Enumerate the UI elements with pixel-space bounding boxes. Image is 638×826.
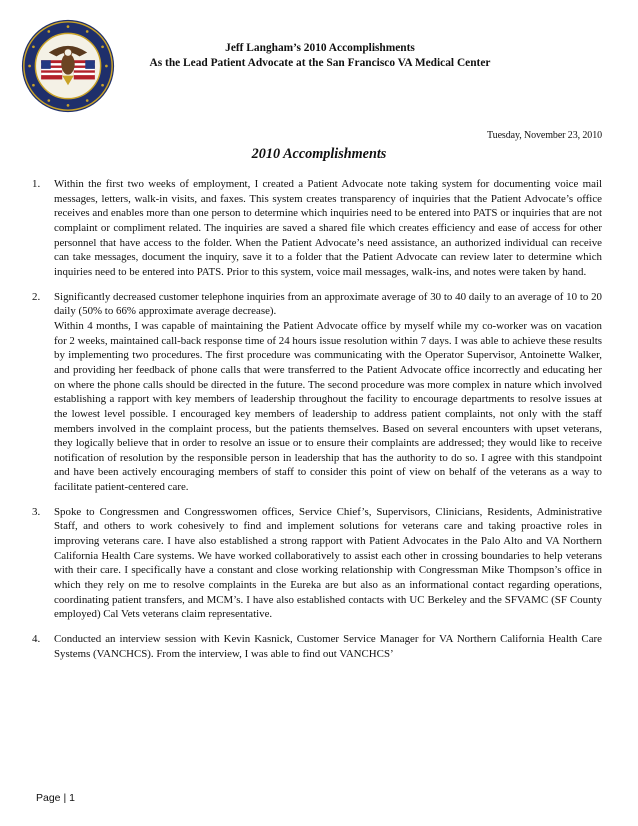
item-number: 3. [32,505,41,518]
item-number: 4. [32,633,41,646]
list-item [32,290,602,495]
document-date: Tuesday, November 23, 2010 [487,130,602,141]
item-paragraph: Within the first two weeks of employment, I created a Patient Advocate note taking system for documenting voice mail messages, letters, walk-in visits, and faxes. This system creates transparency of inquiries that the Patient Advocate’s office receives and enables more than one person to determine which inquiries need to be entered into PATS or inquiries that are not complaint or compliment related. The inquiries are saved a shared file which creates efficiency and ease of access for other personnel that have access to the folder. When the Patient Advocate’s need assistance, an authorized individual can receive can take messages, document the inquiry, save it to a folder that the Patient Advocate can review later to determine which inquiries need to be entered into PATS. Prior to this system, voice mail messages, walk-ins, and notes were taken by hand. [54,178,602,278]
item-paragraph: Within 4 months, I was capable of maintaining the Patient Advocate office by myself while my co-worker was on vacation for 2 weeks, maintained call-back response time of 24 hours issue resolution within 7 days. I was able to achieve these results by implementing two procedures. The first procedure was communicating with the Operator Supervisor, Antoinette Walker, and providing her feedback of phone calls that were transferred to the Patient Advocate office incorrectly and educating her on where the phone calls should be directed in the future. The second procedure was more complex in nature which involved establishing a rapport with key members of leadership throughout the facility to encourage departments to resolve issues at the lowest level possible. I encouraged key members of leadership to address patient complaints, not only with the staff members involved in the complaint process, but the patients themselves. Based on several encounters with upset veterans, they logically believe that in order to resolve an issue or to ensure their complaints are addressed; they would like to receive notification of resolution by the responsible person in leadership that has the authority to do so. I agree with this standpoint and have been actively encouraging members of staff to consider this point of view on behalf of the veterans as a way to facilitate patient-centered care. [54,319,602,494]
document-title: Jeff Langham’s 2010 Accomplishments [225,42,415,54]
list-item [32,505,602,622]
item-paragraph: Conducted an interview session with Kevin Kasnick, Customer Service Manager for VA Northern California Health Care Systems (VANCHCS). From the interview, I was able to find out VANCHCS’ [54,633,602,660]
list-item [32,177,602,280]
page-footer: Page | 1 [36,792,75,804]
item-paragraph: Spoke to Congressmen and Congresswomen offices, Service Chief’s, Supervisors, Clinicians, Residents, Administrative Staff, and others to work cohesively to find and implement solutions for veterans care and taking proactive roles in improving veterans care. I have also established a strong rapport with Patient Advocates in the Palo Alto and VA Northern California Health Care systems. We have worked collaboratively to assist each other in crossing boundaries to help veterans with their care. I specifically have a constant and close working relationship with Congressman Mike Thompson’s office in which they rely on me to resolve complaints in the Eureka are but also as an informational contact regarding operations, coordinating patient transfers, and MCM’s. I have also established contacts with UC Berkeley and the SFVAMC (SF County employed) Cal Vets veterans claim representative. [54,505,602,621]
item-number: 1. [32,178,41,190]
item-paragraph: Significantly decreased customer telephone inquiries from an approximate average of 30 to 40 daily to an average of 10 to 20 daily (50% to 66% approximate average decrease). [54,290,602,318]
va-seal-icon [20,18,116,114]
section-heading: 2010 Accomplishments [251,146,387,162]
item-number: 2. [32,290,41,303]
list-item [32,632,602,661]
document-subtitle: As the Lead Patient Advocate at the San Francisco VA Medical Center [149,57,491,69]
accomplishments-list [32,177,602,671]
